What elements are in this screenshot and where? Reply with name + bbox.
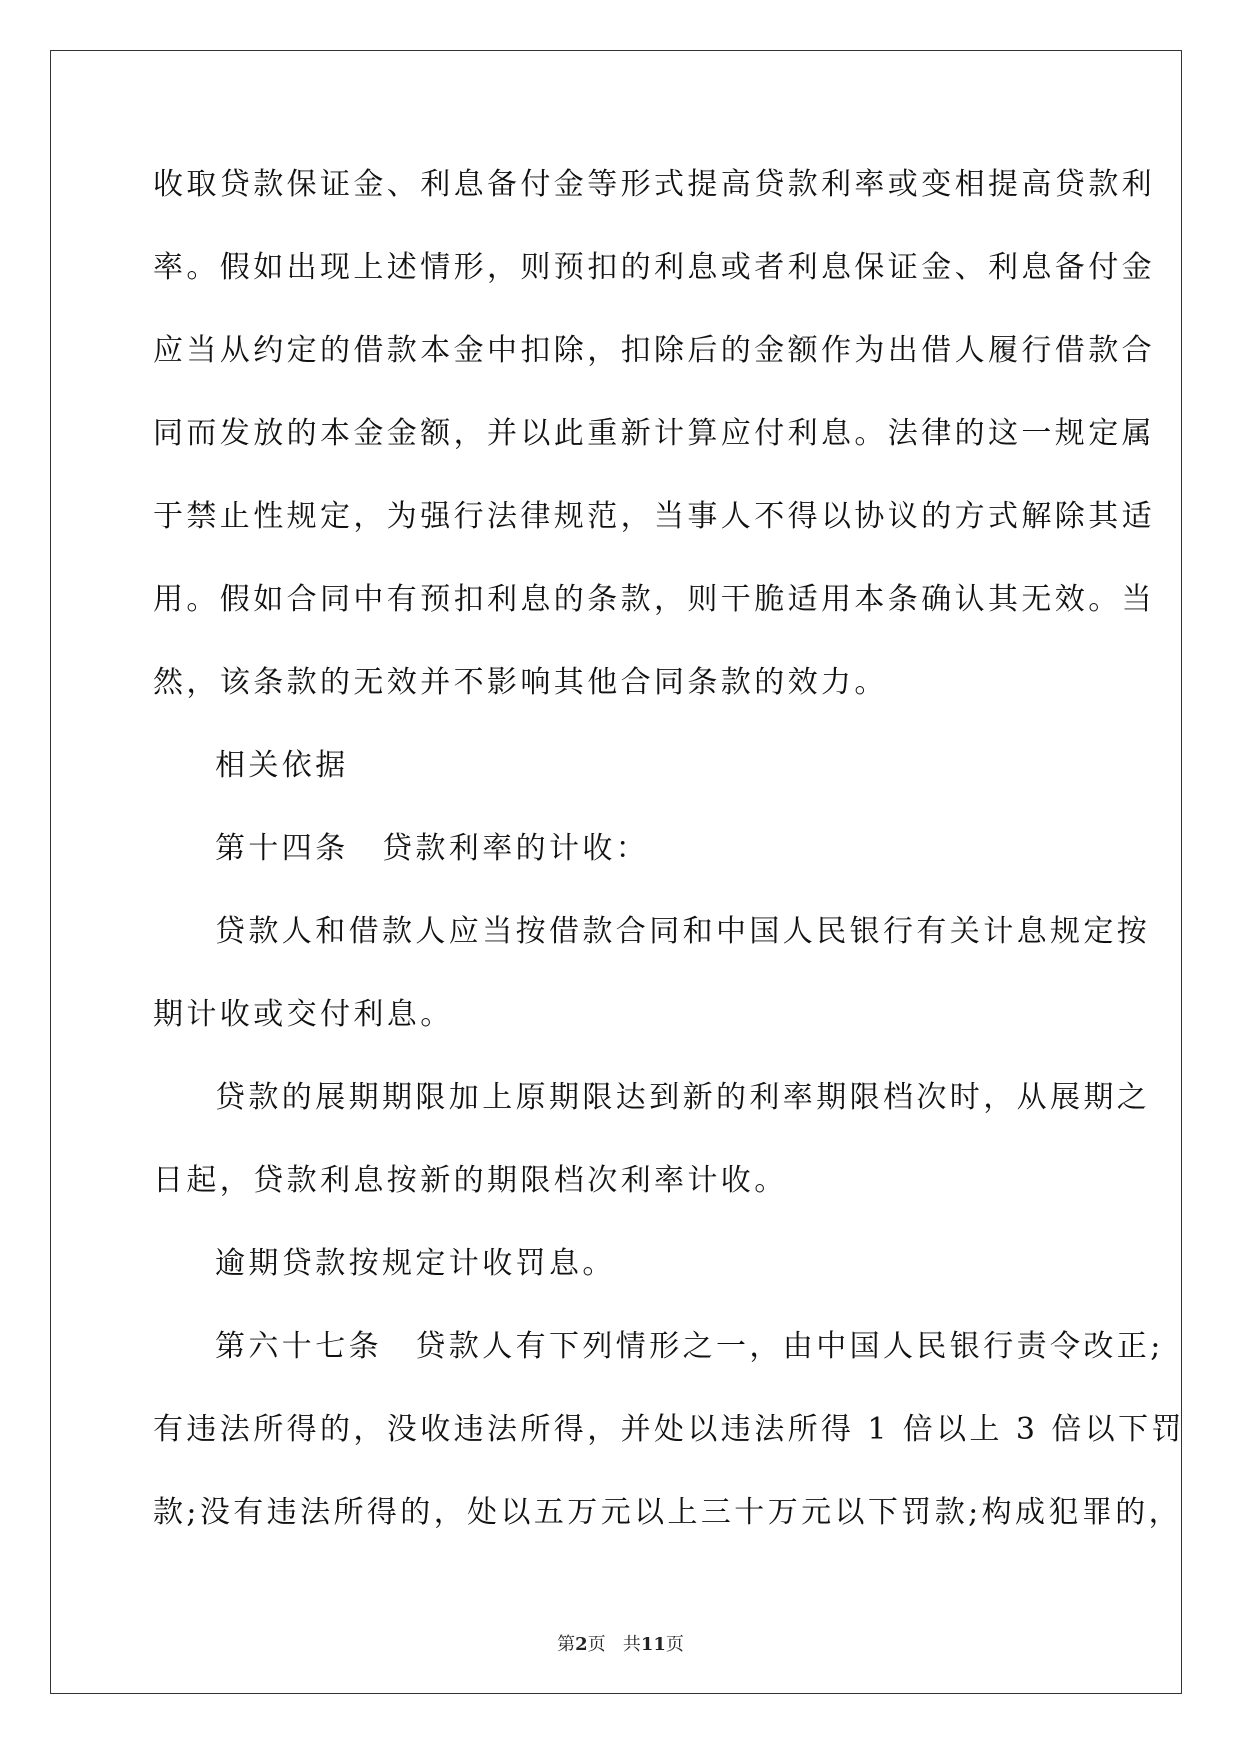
article-heading: 第十四条 贷款利率的计收： <box>215 831 650 866</box>
text-line: 用。假如合同中有预扣利息的条款，则干脆适用本条确认其无效。当 <box>153 582 1155 617</box>
text-line: 然，该条款的无效并不影响其他合同条款的效力。 <box>153 665 888 700</box>
text-line: 款;没有违法所得的，处以五万元以上三十万元以下罚款;构成犯罪的， <box>153 1495 1183 1530</box>
text-line: 期计收或交付利息。 <box>153 997 454 1032</box>
text-line: 有违法所得的，没收违法所得，并处以违法所得 1 倍以上 3 倍以下罚 <box>153 1412 1185 1447</box>
total-pages: 11 <box>640 1634 666 1655</box>
text-line: 第六十七条 贷款人有下列情形之一，由中国人民银行责令改正; <box>215 1329 1164 1364</box>
text-line: 率。假如出现上述情形，则预扣的利息或者利息保证金、利息备付金 <box>153 250 1155 285</box>
footer-prefix: 第 <box>557 1634 576 1655</box>
section-heading: 相关依据 <box>215 748 349 783</box>
footer-page-suffix: 页 <box>587 1634 606 1655</box>
text-line: 收取贷款保证金、利息备付金等形式提高贷款利率或变相提高贷款利 <box>153 167 1155 202</box>
page-number: 2 <box>575 1634 588 1655</box>
text-line: 日起，贷款利息按新的期限档次利率计收。 <box>153 1163 788 1198</box>
page-footer <box>0 1630 1241 1656</box>
text-line: 逾期贷款按规定计收罚息。 <box>215 1246 616 1281</box>
text-line: 同而发放的本金金额，并以此重新计算应付利息。法律的这一规定属 <box>153 416 1155 451</box>
text-line: 贷款的展期期限加上原期限达到新的利率期限档次时，从展期之 <box>215 1080 1151 1115</box>
text-line: 于禁止性规定，为强行法律规范，当事人不得以协议的方式解除其适 <box>153 499 1155 534</box>
document-body <box>153 160 1185 1571</box>
footer-total-suffix: 页 <box>665 1634 684 1655</box>
text-line: 应当从约定的借款本金中扣除，扣除后的金额作为出借人履行借款合 <box>153 333 1155 368</box>
text-line: 贷款人和借款人应当按借款合同和中国人民银行有关计息规定按 <box>215 914 1151 949</box>
footer-total-prefix: 共 <box>622 1634 641 1655</box>
